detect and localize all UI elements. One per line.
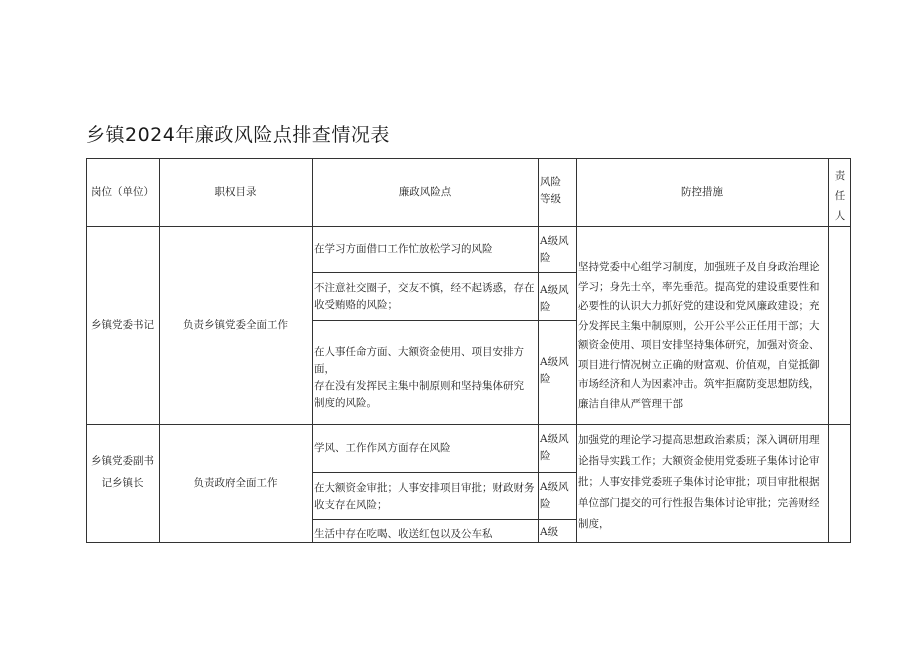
table-border-right (850, 158, 851, 543)
row1-risk-3-level: A级风 险 (540, 356, 569, 385)
row1-risk-3: 在人事任命方面、大额资金使用、项目安排方面， 存在没有发挥民主集中制原则和坚持集体研究 制度的风险。 (314, 346, 524, 409)
header-authority: 职权目录 (214, 185, 257, 198)
row1-risk-divider-b (312, 320, 576, 321)
row2-measures: 加强党的理论学习提高思想政治素质；深入调研用理 论指导实践工作；大额资金使用党委班子集体讨论审 批；人事安排党委班子集体讨论审批；项目审批根据 单位部门提交的可行性报告集体讨论审批；完善财经 制度， (578, 434, 820, 530)
row2-risk-divider-a (312, 472, 576, 473)
row2-risk-2: 在大额资金审批；人事安排项目审批；财政财务 收支存在风险； (314, 482, 535, 511)
page-title: 乡镇2024年廉政风险点排查情况表 (86, 124, 390, 146)
row2-risk-2-level: A级风 险 (540, 481, 569, 510)
header-position: 岗位（单位） (91, 185, 154, 198)
row2-risk-3: 生活中存在吃喝、收送红包以及公车私 (314, 528, 493, 540)
row1-measures: 坚持党委中心组学习制度，加强班子及自身政治理论 学习；身先士卒，率先垂范。提高党的建设重要性和 必要性的认识大力抓好党的建设和党风廉政建设；充 分发挥民主集中制原则，公开公平公正任用干部；大 额资金使用、项目安排坚持集体研究，加强对资金、 项目进行情况树立正确的财富观、价值观，自觉抵御 市场经济和人为因素冲击。筑牢拒腐防变思想防线， 廉洁自律从严管理干部 (578, 261, 820, 410)
row2-risk-divider-b (312, 519, 576, 520)
header-measures: 防控措施 (681, 185, 723, 198)
row1-risk-1-level: A级风 险 (540, 235, 569, 264)
row1-risk-2-level: A级风 险 (540, 284, 569, 313)
col-divider-5 (828, 158, 829, 543)
row2-risk-1-level: A级风 险 (540, 433, 569, 462)
header-risk-point: 廉政风险点 (398, 185, 452, 198)
col-divider-3 (538, 158, 539, 543)
row2-position: 乡镇党委副书 记乡镇长 (91, 455, 154, 489)
row2-authority: 负责政府全面工作 (193, 476, 278, 489)
row2-risk-1: 学风、工作作风方面存在风险 (314, 441, 451, 454)
row2-risk-3-level: A级 (540, 526, 559, 538)
row1-risk-divider-a (312, 272, 576, 273)
header-responsible: 责 任 人 (834, 170, 846, 222)
row1-risk-1: 在学习方面借口工作忙放松学习的风险 (314, 242, 493, 255)
row1-position: 乡镇党委书记 (91, 318, 154, 331)
row1-risk-2: 不注意社交圈子，交友不慎，经不起诱惑，存在 收受贿赂的风险； (314, 282, 535, 311)
risk-table (86, 158, 851, 543)
header-risk-level: 风险 等级 (540, 176, 561, 205)
row1-authority: 负责乡镇党委全面工作 (183, 318, 288, 331)
